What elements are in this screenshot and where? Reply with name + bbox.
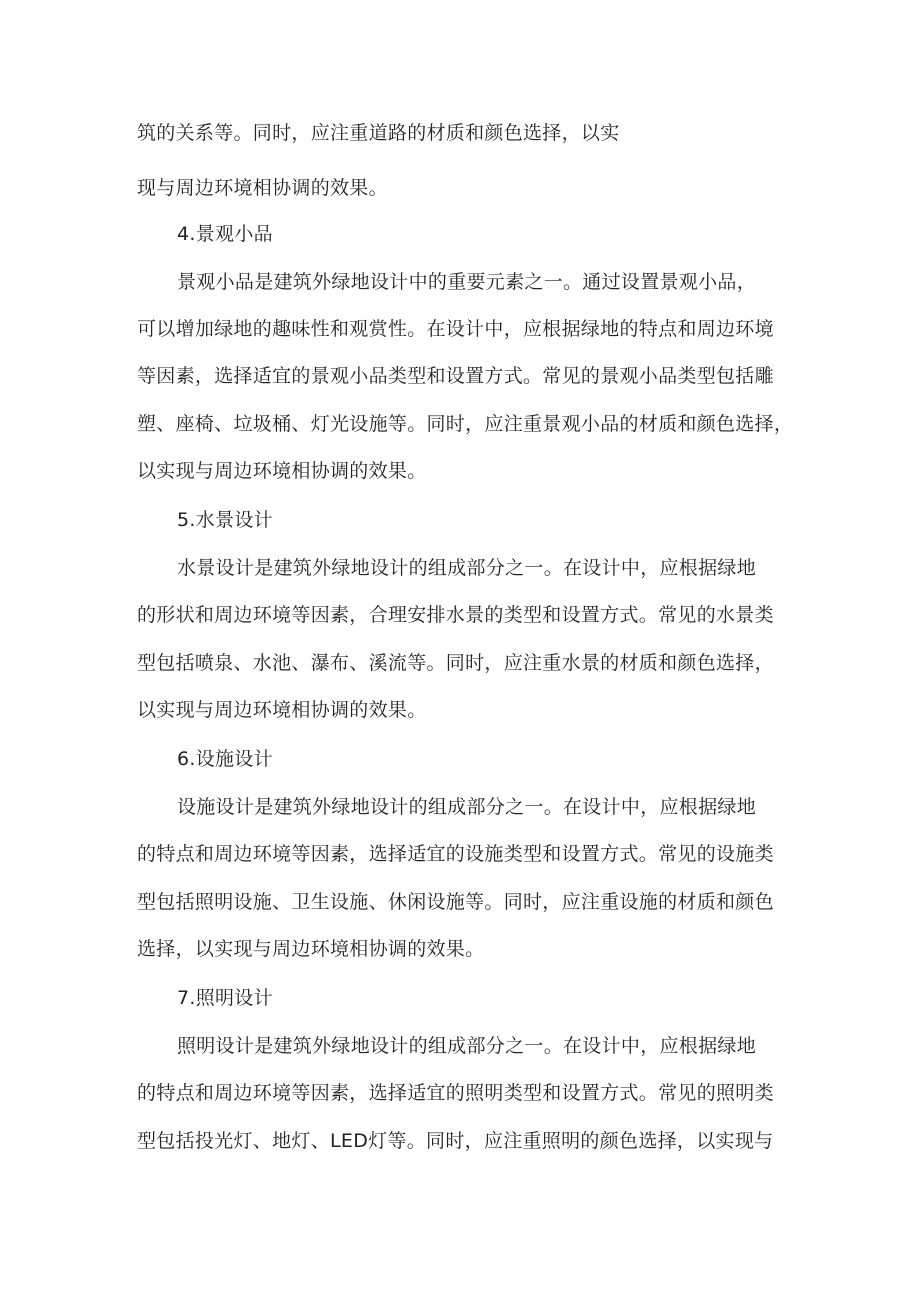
section-heading: 5.水景设计 [177,509,273,531]
body-line: 的特点和周边环境等因素，选择适宜的设施类型和设置方式。常见的设施类 [137,843,774,865]
body-line: 选择，以实现与周边环境相协调的效果。 [137,938,485,960]
body-line: 筑的关系等。同时，应注重道路的材质和颜色选择，以实 [137,122,620,144]
body-line: 型包括投光灯、地灯、LED灯等。同时，应注重照明的颜色选择，以实现与 [137,1130,774,1152]
body-line: 塑、座椅、垃圾桶、灯光设施等。同时，应注重景观小品的材质和颜色选择， [137,413,794,435]
section-heading: 4.景观小品 [177,223,273,245]
body-line: 的特点和周边环境等因素，选择适宜的照明类型和设置方式。常见的照明类 [137,1082,774,1104]
paragraph-line: 景观小品是建筑外绿地设计中的重要元素之一。通过设置景观小品， [177,271,757,293]
body-line: 型包括照明设施、卫生设施、休闲设施等。同时，应注重设施的材质和颜色 [137,891,774,913]
paragraph-line: 设施设计是建筑外绿地设计的组成部分之一。在设计中，应根据绿地 [177,796,757,818]
body-line: 以实现与周边环境相协调的效果。 [137,460,427,482]
body-line: 的形状和周边环境等因素，合理安排水景的类型和设置方式。常见的水景类 [137,604,774,626]
section-heading: 7.照明设计 [177,987,273,1009]
paragraph-line: 水景设计是建筑外绿地设计的组成部分之一。在设计中，应根据绿地 [177,557,757,579]
section-heading: 6.设施设计 [177,748,273,770]
body-line: 可以增加绿地的趣味性和观赏性。在设计中，应根据绿地的特点和周边环境 [137,318,774,340]
paragraph-line: 照明设计是建筑外绿地设计的组成部分之一。在设计中，应根据绿地 [177,1035,757,1057]
body-line: 等因素，选择适宜的景观小品类型和设置方式。常见的景观小品类型包括雕 [137,365,774,387]
body-line: 型包括喷泉、水池、瀑布、溪流等。同时，应注重水景的材质和颜色选择， [137,652,774,674]
body-line: 以实现与周边环境相协调的效果。 [137,699,427,721]
body-line: 现与周边环境相协调的效果。 [137,177,388,199]
